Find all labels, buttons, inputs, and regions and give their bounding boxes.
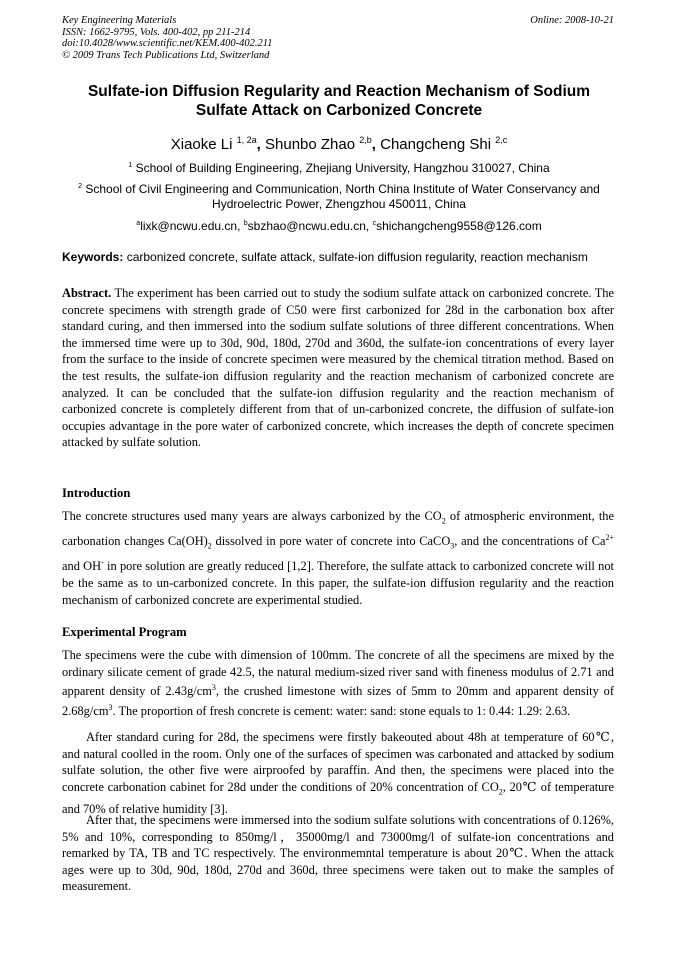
author-separator: , bbox=[371, 136, 381, 153]
text-run: , 20℃ of temperature and 70% of relative humidity [3]. bbox=[62, 779, 614, 816]
affiliation-1 bbox=[62, 158, 616, 176]
email-address: sbzhao@ncwu.edu.cn, bbox=[247, 219, 373, 233]
superscript: 3 bbox=[108, 702, 113, 712]
affil-text: School of Civil Engineering and Communication, North China Institute of Water Conservancy and bbox=[85, 182, 600, 196]
email-mark: b bbox=[243, 220, 248, 227]
title-line-2: Sulfate Attack on Carbonized Concrete bbox=[195, 102, 483, 119]
email-address: shichangcheng9558@126.com bbox=[376, 219, 542, 233]
subscript: 2 bbox=[441, 516, 446, 526]
author-name: Shunbo Zhao bbox=[265, 136, 356, 153]
abstract-paragraph bbox=[62, 285, 614, 451]
subscript: 2 bbox=[207, 541, 212, 551]
text-run: and OH bbox=[62, 559, 102, 574]
experimental-heading: Experimental Program bbox=[62, 625, 187, 639]
author-name: Xiaoke Li bbox=[170, 136, 233, 153]
keywords-text: carbonized concrete, sulfate attack, sulfate-ion diffusion regularity, reaction mechanism bbox=[123, 250, 588, 264]
superscript: 2+ bbox=[605, 533, 614, 543]
text-run: After standard curing for 28d, the specimens were firstly bakeouted about 48h at temperature of 60℃, and natural coolled in the room. Only one of the surfaces of specimen was carbonated and attacked by sodium sulfate solution, the other five were airproofed by paraffin. And then, the specimens were placed into the concrete carbonation cabinet for 28d under the conditions of 20% concentration of CO bbox=[62, 730, 614, 794]
text-run: in pore solution are greatly reduced [1,2]. Therefore, the sulfate attack to carbonized concrete will not be the same as to un-carbonized concrete. In this paper, the sulfate-ion diffusion regularity and the reaction mechanism of carbonized concrete are experimental studied. bbox=[62, 559, 614, 607]
journal-header bbox=[62, 15, 272, 61]
affil-line bbox=[62, 179, 616, 197]
affil-mark: 1 bbox=[128, 162, 133, 169]
issn-line: ISSN: 1662-9795, Vols. 400-402, pp 211-214 bbox=[62, 26, 251, 38]
keywords-label: Keywords: bbox=[62, 250, 124, 264]
author-affil-mark: 2,b bbox=[359, 135, 372, 145]
abstract-text: The experiment has been carried out to study the sodium sulfate attack on carbonized concrete. The concrete specimens with strength grade of C50 were first carbonized for 28d in the carbonation box after standard curing, and then immersed into the sodium sulfate solutions of three different concentrations. When the immersed time were up to 30d, 90d, 180d, 270d and 360d, the sulfate-ion concentrations of every layer from the surface to the inside of concrete specimen were measured by the chemical titration method. Based on the test results, the sulfate-ion diffusion regularity and the reaction mechanism of carbonized concrete are analyzed. It can be concluded that the sulfate-ion diffusion regularity and the reaction mechanism of carbonized concrete is completely different from that of un-carbonized concrete, the diffusion of sulfate-ion occupies advantage in the pore water of carbonized concrete, which increases the depth of concrete specimen attacked by sulfate solution. bbox=[62, 286, 614, 450]
paper-title bbox=[62, 82, 616, 120]
experimental-paragraph-3: After that, the specimens were immersed into the sodium sulfate solutions with concentrations of 0.126%, 5% and 10%, corresponding to 850mg/l，35000mg/l and 73000mg/l of sulfate-ion concentrations and remarked by TA, TB and TC respectively. The environmemntal temperature is about 20℃. When the attack ages were up to 30d, 90d, 180d, 270d and 360d, three specimens were taken out to make the samples of measurement. bbox=[62, 813, 614, 894]
email-line bbox=[62, 216, 616, 234]
author-affil-mark: 1, 2a bbox=[236, 135, 257, 145]
text-run: The specimens were the cube with dimension of 100mm. The concrete of all the specimens are mixed by the ordinary silicate cement of grade 42.5, the natural medium-sized river sand with fineness modulus of 2.71 and apparent density of 2.43g/cm bbox=[62, 648, 614, 699]
affiliation-2 bbox=[62, 179, 616, 212]
subscript: 2 bbox=[498, 787, 503, 797]
online-date: Online: 2008-10-21 bbox=[530, 15, 614, 26]
doi-line: doi:10.4028/www.scientific.net/KEM.400-402.211 bbox=[62, 38, 273, 49]
keywords-line bbox=[62, 250, 618, 265]
subscript: 3 bbox=[450, 541, 455, 551]
superscript: - bbox=[101, 558, 104, 568]
introduction-heading: Introduction bbox=[62, 486, 131, 500]
experimental-paragraph-1 bbox=[62, 647, 614, 720]
affil-line: Hydroelectric Power, Zhengzhou 450011, China bbox=[212, 197, 466, 211]
superscript: 3 bbox=[211, 683, 216, 693]
author-separator: , bbox=[256, 136, 266, 153]
text-run: The concrete structures used many years are always carbonized by the CO bbox=[62, 509, 442, 523]
copyright-line: © 2009 Trans Tech Publications Ltd, Switzerland bbox=[62, 49, 270, 61]
email-address: lixk@ncwu.edu.cn, bbox=[140, 219, 244, 233]
email-mark: a bbox=[136, 220, 141, 227]
journal-name: Key Engineering Materials bbox=[62, 15, 177, 26]
affil-mark: 2 bbox=[78, 183, 83, 190]
introduction-paragraph bbox=[62, 508, 614, 608]
text-run: , the crushed limestone with sizes of 5mm to 20mm and apparent density of 2.68g/cm bbox=[62, 684, 614, 719]
author-name: Changcheng Shi bbox=[380, 136, 492, 153]
abstract-label: Abstract. bbox=[62, 286, 112, 300]
experimental-paragraph-2 bbox=[62, 729, 614, 817]
author-affil-mark: 2,c bbox=[495, 135, 508, 145]
text-run: , and the concentrations of Ca bbox=[454, 534, 606, 549]
text-run: of atmospheric environment, the carbonation changes Ca(OH) bbox=[62, 509, 614, 549]
text-run: dissolved in pore water of concrete into CaCO bbox=[211, 534, 451, 549]
affil-text: School of Building Engineering, Zhejiang University, Hangzhou 310027, China bbox=[135, 161, 550, 175]
title-line-1: Sulfate-ion Diffusion Regularity and Reaction Mechanism of Sodium bbox=[87, 83, 591, 100]
author-list bbox=[62, 131, 616, 154]
email-mark: c bbox=[372, 220, 377, 227]
text-run: . The proportion of fresh concrete is cement: water: sand: stone equals to 1: 0.44: 1.29: 2.63. bbox=[112, 704, 571, 719]
